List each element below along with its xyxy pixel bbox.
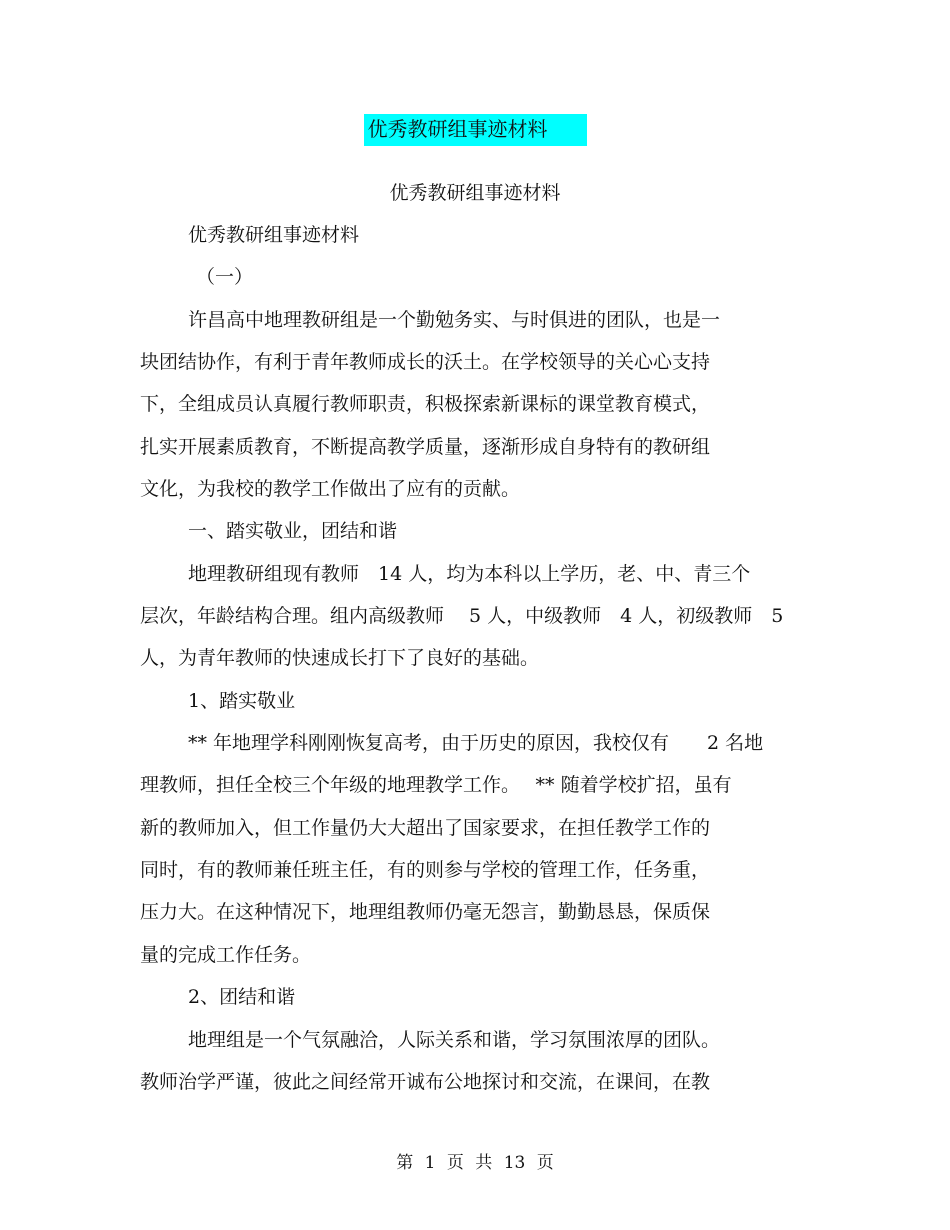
- body-line: 扎实开展素质教育，不断提高教学质量，逐渐形成自身特有的教研组: [140, 436, 711, 458]
- body-line: 地理教研组现有教师 14 人，均为本科以上学历，老、中、青三个: [188, 563, 751, 585]
- subsection-heading: 2、团结和谐: [188, 986, 296, 1008]
- page-footer: 第 1 页 共 13 页: [396, 1153, 554, 1173]
- body-line: 地理组是一个气氛融洽，人际关系和谐，学习氛围浓厚的团队。: [188, 1029, 721, 1051]
- body-line: 理教师，担任全校三个年级的地理教学工作。 ** 随着学校扩招，虽有: [140, 774, 732, 796]
- body-line: 优秀教研组事迹材料: [188, 224, 360, 246]
- section-heading: 一、踏实敬业，团结和谐: [188, 520, 398, 542]
- body-line: 量的完成工作任务。: [140, 944, 312, 966]
- body-line: 同时，有的教师兼任班主任，有的则参与学校的管理工作，任务重，: [140, 859, 711, 881]
- subsection-heading: 1、踏实敬业: [188, 690, 296, 712]
- body-line: 层次，年龄结构合理。组内高级教师 5 人，中级教师 4 人，初级教师 5: [140, 605, 784, 627]
- body-line: 人，为青年教师的快速成长打下了良好的基础。: [140, 647, 540, 669]
- body-line: 许昌高中地理教研组是一个勤勉务实、与时俱进的团队，也是一: [188, 309, 721, 331]
- body-line: 压力大。在这种情况下，地理组教师仍毫无怨言，勤勤恳恳，保质保: [140, 901, 711, 923]
- body-line: 文化，为我校的教学工作做出了应有的贡献。: [140, 478, 521, 500]
- body-line: 教师治学严谨，彼此之间经常开诚布公地探讨和交流，在课间，在教: [140, 1071, 711, 1093]
- document-title: 优秀教研组事迹材料: [364, 114, 587, 146]
- body-line: 块团结协作，有利于青年教师成长的沃土。在学校领导的关心心支持: [140, 351, 711, 373]
- body-line: ** 年地理学科刚刚恢复高考，由于历史的原因，我校仅有 2 名地: [188, 732, 764, 754]
- document-subtitle: 优秀教研组事迹材料: [389, 182, 561, 204]
- body-line: 下，全组成员认真履行教师职责，积极探索新课标的课堂教育模式，: [140, 393, 711, 415]
- title-row: [0, 114, 950, 146]
- body-line: （一）: [196, 266, 254, 288]
- body-line: 新的教师加入，但工作量仍大大超出了国家要求，在担任教学工作的: [140, 817, 711, 839]
